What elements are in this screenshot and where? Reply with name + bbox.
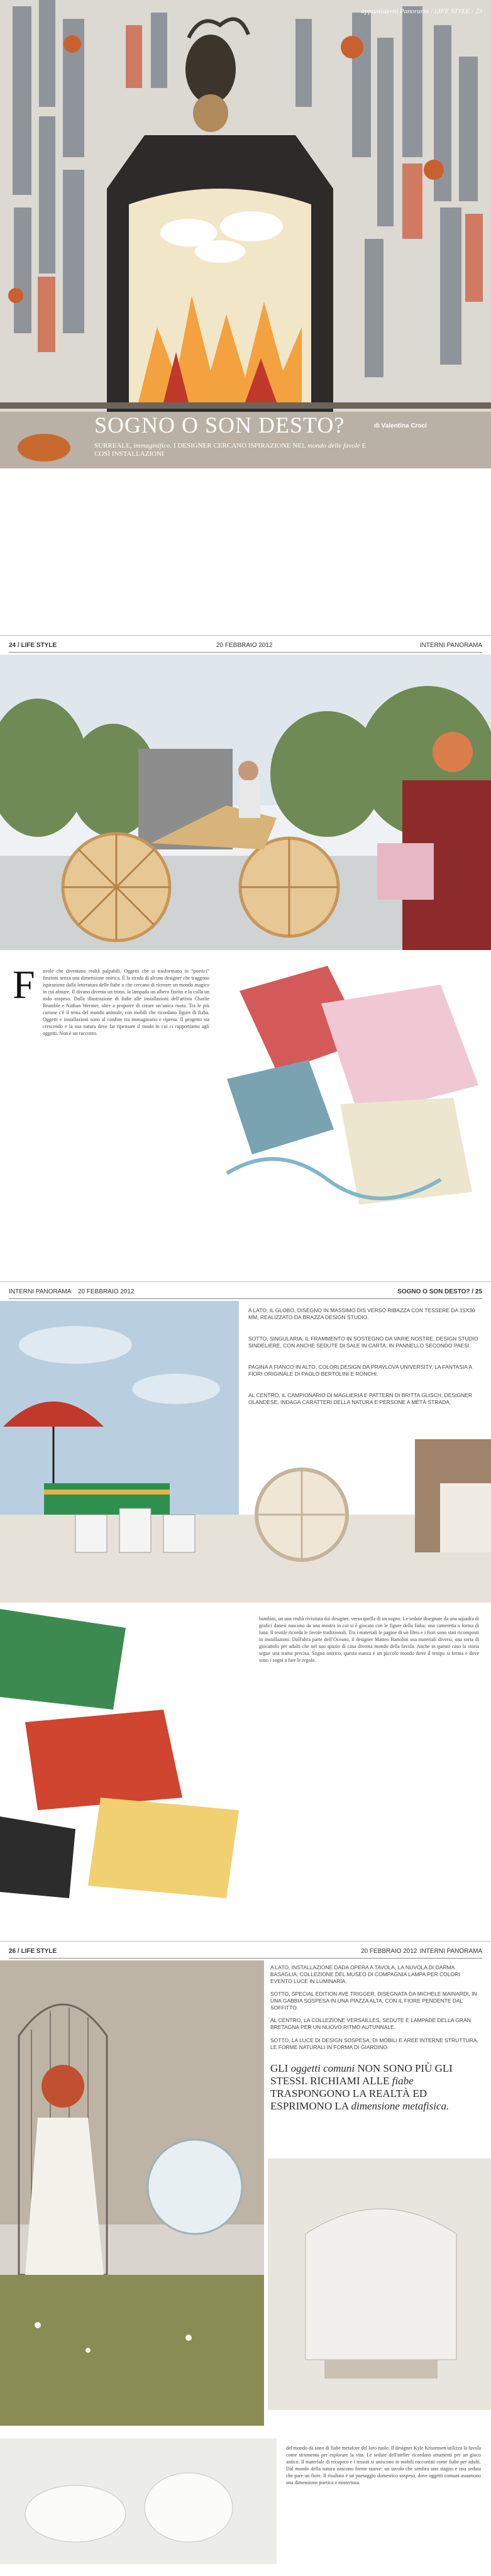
textile-illustration (214, 953, 491, 1217)
cover-photo (0, 0, 491, 468)
header-mid: 20 FEBBRAIO 2012 (361, 1948, 417, 1955)
header-mid: 20 FEBBRAIO 2012 (216, 642, 273, 649)
caption-3: AL CENTRO, LA COLLEZIONE VERSAILLES, SEDUTE E LAMPADE DELLA GRAN BRETAGNA PER UN NUOVO RITMO AUTUNNALE. (270, 2017, 471, 2030)
header-right: INTERNI PANORAMA (419, 1948, 482, 1955)
furniture-photo (268, 2159, 491, 2410)
caption-1: A LATO, INSTALLAZIONE DADA OPERA A TAVOLA, LA NUVOLA DI DARMA BASAGLIA, COLLEZIONE DEL MUSEO DI COMPAGNIA LAMPA PER COLORI EVENTO LUCE IN LUMINARIA. (270, 1964, 460, 1984)
deck: SURREALE, immaginifico. I DESIGNER CERCANO ISPIRAZIONE NEL mondo delle favole E COSÌ INSTALLAZIONI (94, 442, 367, 458)
header-text: appuntisterni Panorama / LIFE STYLE / 23 (361, 8, 482, 15)
caption-4: SOTTO, LA LUCE DI DESIGN SOSPESA, DI MOBILI E AREE INTERNE STRUTTURA, LE FORME NATURALI IN FORMA DI GIARDINO. (270, 2037, 478, 2050)
header-left: INTERNI PANORAMA (9, 1288, 72, 1295)
pull-quote: GLI oggetti comuni NON SONO PIÙ GLI STESSI. RICHIAMI ALLE fiabe TRASPONGONO LA REALTÀ ED ESPRIMONO LA dimensione metafisica. (270, 2062, 453, 2112)
article-body: avole che diventano realtà palpabili. Oggetti che si trasformano in “poetici” finzioni senza una dimensione onirica. È la strada di alcune designer che traggono ispirazione dalla letteratura delle fiabe o che cercano di ricreare un mondo magico in cui abitare. Il divano diventa un trono, la lampada un albero fiorito e la culla un nido sospeso. Dalla illustrazione di fiabe alle installazioni dell'artista Charlie Bramble e Nathan Wermer, oltre a proporre di creare un’unica ruota. Tra le più curiose c'è il tema del mondo animale, con mobili che ricordano figure di fiaba. Oggetti e installazioni sono al confine tra immaginario e ripresa. Il progetto sta crescendo e la sua natura deve far ripensare il modo in cui ci rapportiamo agli oggetti. Non è un racconto. (43, 968, 209, 1036)
header-mid: 20 FEBBRAIO 2012 (78, 1288, 135, 1295)
page-1 (0, 0, 491, 468)
header-left: 26 / LIFE STYLE (9, 1948, 57, 1955)
caption-4: AL CENTRO, IL CAMPIONARIO DI MAGLIERIA E PATTERN DI BRITTA GLISCH, DESIGNER OLANDESE, INDAGA CARATTERI DELLA NATURA E PERSONE A METÀ STRADA. (248, 1392, 472, 1405)
page-header (9, 5, 482, 18)
header-left: 24 / LIFE STYLE (9, 642, 57, 649)
byline: di Valentina Croci (374, 423, 427, 429)
bicycle-photo (0, 655, 491, 950)
caption-3: PAGINA A FIANCO IN ALTO, COLORI DESIGN DA PRAVLOVA UNIVERSITY, LA FANTASIA A FIORI ORIGINALE DI PAOLO BERTOLINI E RONCHI. (248, 1364, 472, 1377)
glass-objects-photo (0, 2438, 277, 2564)
page-3 (0, 1281, 491, 1942)
caption-2: SOTTO, SPECIAL EDITION AVE TRIGGER, DISEGNATA DA MICHELE MAINARDI, IN UNA GABBIA SOSPESA IN UNA PIAZZA ALTA, CON IL FIORE PENDENTE DAL SOFFITTO. (270, 1991, 477, 2011)
knit-pattern (0, 1609, 251, 1904)
caption-2: SOTTO, SINGULARIA, IL FRAMMENTO IN SOSTEGNO DA VARIE NOSTRE, DESIGN STUDIO SINDELIERE, CON ANCHE SEDUTE DI SALE IN CARTA, IN PANNELLO SECONDO PAESI. (248, 1335, 478, 1349)
page-header (9, 1286, 482, 1299)
birdcage-photo (0, 1960, 264, 2426)
dropcap: F (13, 962, 35, 1007)
article-title: SOGNO O SON DESTO? (94, 412, 345, 438)
header-right: SOGNO O SON DESTO? / 25 (397, 1288, 482, 1295)
caption-1: A LATO, IL GLOBO, DISEGNO IN MASSIMO DIS VERSO RIBAZZA CON TESSERE DA 15X30 MM, REALIZZATO DA BRAZZA DESIGN STUDIO. (248, 1307, 475, 1320)
page-2 (0, 635, 491, 1282)
page-4 (0, 1941, 491, 2576)
page-header (9, 1945, 482, 1959)
article-body: del mondo da sono di fiabe metafore del loro ruolo. Il designer Kyle Kristensen utilizza la favola come strumento per esplorare la vita. Le sedute dell'atelier ricordano strumenti per un gioco antico. Il materiale di recupero e i tessuti si uniscono in mobili raccontati come fiabe per adulti. Dal mondo della natura nascono forme nuove: un tavolo che sembra uno stagno e una seduta che pare un fiore. Il risultato è un paesaggio domestico sospeso, dove oggetti comuni assumono una dimensione poetica e misteriosa. (286, 2445, 481, 2485)
header-right: INTERNI PANORAMA (419, 642, 482, 649)
page-header (9, 639, 482, 653)
article-body: bambini, un una realtà rivisitata dai designer, verso quella di un sogno. Le sedute disegnate da una squadra di grafici danesi nascono da una mostra in cui si è giocato con le figure della fiaba: una cameretta a forma di luna. Il tessile ricorda le favole tradizionali. Tra i materiali le pagine di un libro e i fiori sono stati ricomposti in installazioni. Dall'altra parte dell’Oceano, il designer Matteo Bartolini usa materiali diversi, una sorta di giocattolo per adulti che nel suo spazio di casa diventa mondo della favola. Anche in questo caso la storia segue una trama precisa. Sogno onirico, questa stanza è un piccolo mondo dove il tempo si ferma e dove sono i sogni a fare le regole. (259, 1616, 479, 1663)
